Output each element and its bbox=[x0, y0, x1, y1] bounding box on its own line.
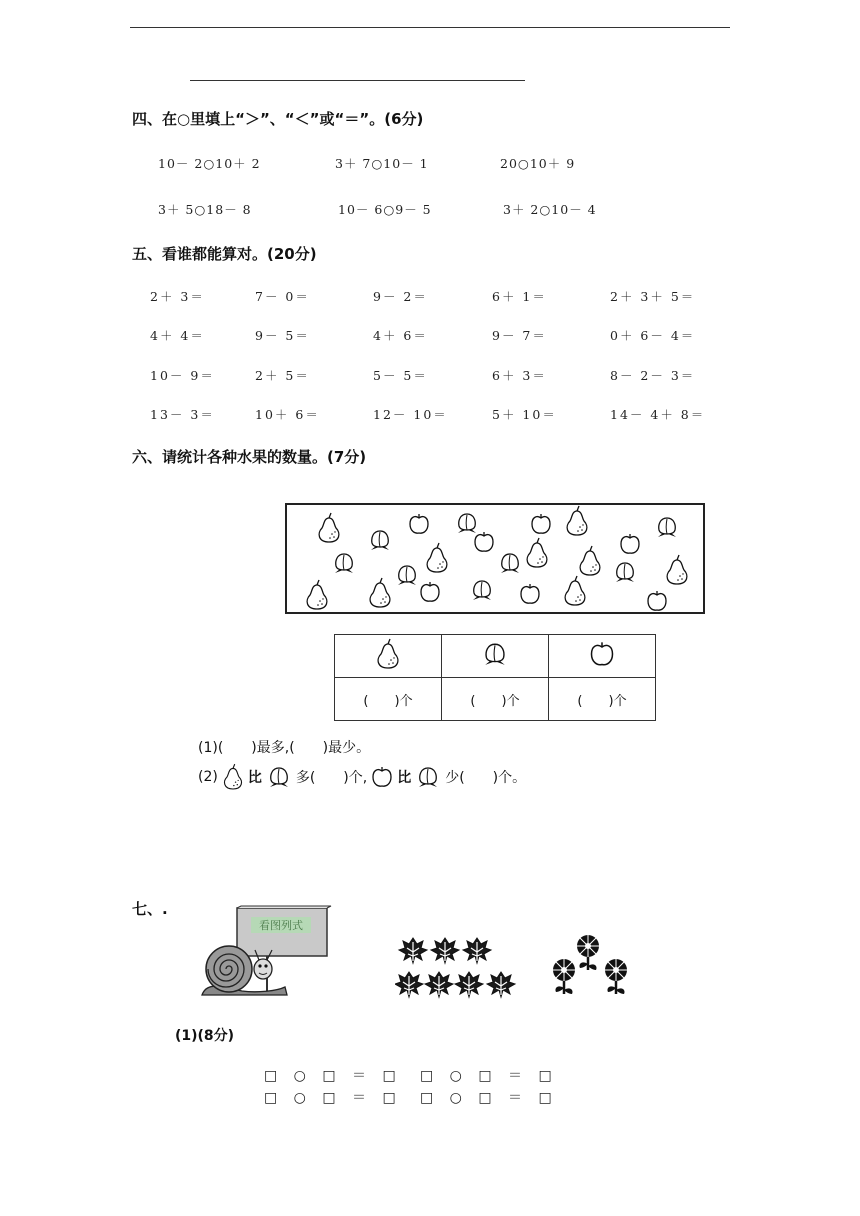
pear-icon bbox=[221, 762, 245, 792]
peach-icon bbox=[265, 765, 293, 789]
calc-item[interactable]: 5＋ 10＝ bbox=[492, 407, 557, 422]
peach-header-cell bbox=[442, 635, 549, 678]
peach-count-cell[interactable]: ( )个 bbox=[442, 678, 549, 721]
calc-item[interactable]: 5－ 5＝ bbox=[373, 368, 428, 383]
calc-item[interactable]: 9－ 7＝ bbox=[492, 328, 547, 343]
q6-sub2-duo: 多( )个, bbox=[295, 770, 368, 786]
calc-item[interactable]: 2＋ 3＋ 5＝ bbox=[610, 289, 696, 304]
pear-count-cell[interactable]: ( )个 bbox=[335, 678, 442, 721]
calc-item[interactable]: 4＋ 4＝ bbox=[150, 328, 205, 343]
apple-icon bbox=[370, 766, 394, 788]
flower-group-icon bbox=[546, 930, 641, 1005]
calc-item[interactable]: 0＋ 6－ 4＝ bbox=[610, 328, 696, 343]
fruit-picture-box bbox=[285, 503, 705, 614]
q4-item: 3＋ 2○10－ 4 bbox=[503, 202, 597, 217]
q4-item: 20○10＋ 9 bbox=[500, 156, 576, 171]
top-rule bbox=[130, 27, 730, 28]
q6-sub2-bi1: 比 bbox=[247, 770, 262, 786]
q6-sub2-prefix: (2) bbox=[198, 769, 218, 785]
q6-sub2 bbox=[198, 762, 526, 792]
sign-text: 看图列式 bbox=[259, 919, 303, 932]
q4-item: 3＋ 5○18－ 8 bbox=[158, 202, 252, 217]
calc-item[interactable]: 10＋ 6＝ bbox=[255, 407, 320, 422]
pear-header-cell bbox=[335, 635, 442, 678]
calc-item[interactable]: 2＋ 5＝ bbox=[255, 368, 310, 383]
calc-item[interactable]: 9－ 5＝ bbox=[255, 328, 310, 343]
equation-row[interactable]: □ ○ □ ＝ □ bbox=[264, 1068, 402, 1084]
q6-sub2-shao: 少( )个。 bbox=[445, 770, 527, 786]
flowers-illustration bbox=[546, 930, 641, 1005]
q5-title: 五、看谁都能算对。(20分) bbox=[132, 245, 317, 263]
calc-item[interactable]: 4＋ 6＝ bbox=[373, 328, 428, 343]
peach-icon bbox=[414, 765, 442, 789]
calc-item[interactable]: 10－ 9＝ bbox=[150, 368, 215, 383]
calc-item[interactable]: 7－ 0＝ bbox=[255, 289, 310, 304]
fruit-count-table bbox=[334, 634, 656, 721]
calc-item[interactable]: 14－ 4＋ 8＝ bbox=[610, 407, 706, 422]
calc-item[interactable]: 2＋ 3＝ bbox=[150, 289, 205, 304]
equation-row[interactable]: □ ○ □ ＝ □ bbox=[420, 1068, 558, 1084]
apple-icon bbox=[588, 641, 616, 667]
q7-sub1: (1)(8分) bbox=[175, 1028, 235, 1044]
peach-icon bbox=[480, 641, 510, 667]
q6-title: 六、请统计各种水果的数量。(7分) bbox=[132, 448, 367, 466]
snail-sign-illustration bbox=[197, 903, 337, 1003]
q4-item: 10－ 2○10＋ 2 bbox=[158, 156, 261, 171]
calc-item[interactable]: 9－ 2＝ bbox=[373, 289, 428, 304]
leaf-group-icon bbox=[395, 934, 525, 1004]
calc-item[interactable]: 6＋ 3＝ bbox=[492, 368, 547, 383]
calc-item[interactable]: 13－ 3＝ bbox=[150, 407, 215, 422]
answer-line bbox=[190, 80, 525, 81]
snail-icon bbox=[197, 903, 337, 1003]
calc-item[interactable]: 8－ 2－ 3＝ bbox=[610, 368, 696, 383]
apple-header-cell bbox=[549, 635, 656, 678]
q7-title: 七、. bbox=[132, 900, 168, 918]
mixed-fruit-illustration bbox=[287, 505, 703, 612]
q4-item: 3＋ 7○10－ 1 bbox=[335, 156, 429, 171]
q4-title: 四、在○里填上“＞”、“＜”或“＝”。(6分) bbox=[132, 110, 424, 128]
q4-item: 10－ 6○9－ 5 bbox=[338, 202, 432, 217]
pear-icon bbox=[373, 637, 403, 671]
q6-sub2-bi2: 比 bbox=[397, 770, 412, 786]
q6-sub1: (1)( )最多,( )最少。 bbox=[198, 740, 371, 756]
calc-item[interactable]: 6＋ 1＝ bbox=[492, 289, 547, 304]
leaves-illustration bbox=[395, 934, 525, 1004]
equation-row[interactable]: □ ○ □ ＝ □ bbox=[420, 1090, 558, 1106]
calc-item[interactable]: 12－ 10＝ bbox=[373, 407, 448, 422]
apple-count-cell[interactable]: ( )个 bbox=[549, 678, 656, 721]
equation-row[interactable]: □ ○ □ ＝ □ bbox=[264, 1090, 402, 1106]
